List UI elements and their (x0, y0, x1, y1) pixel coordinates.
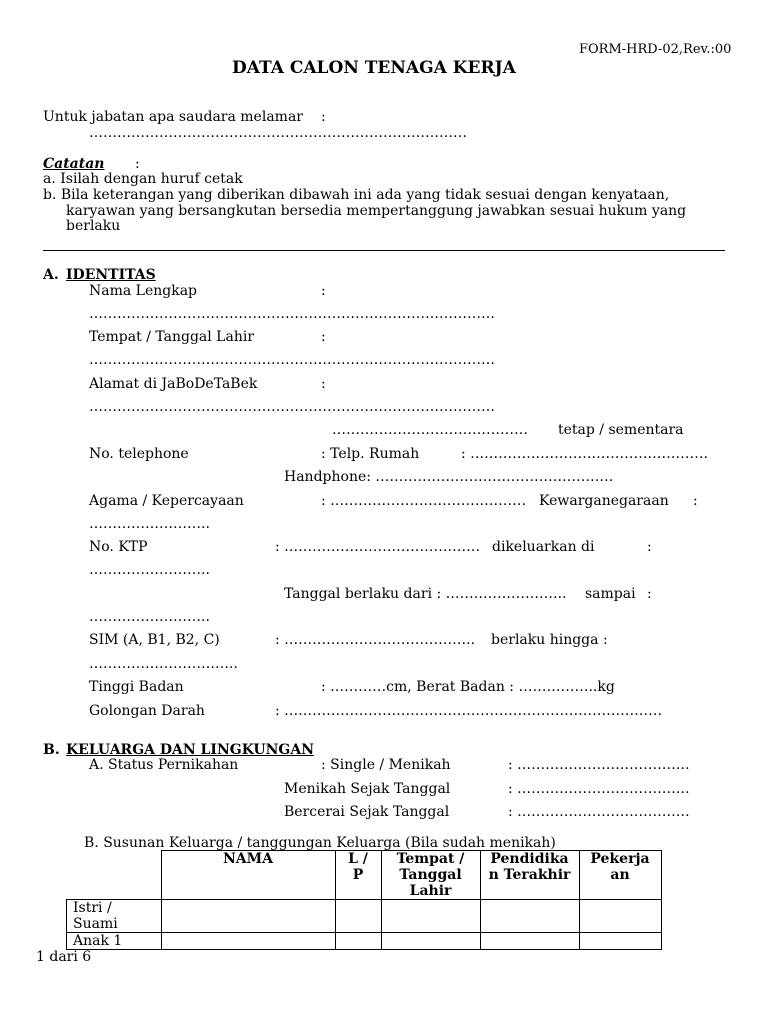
row-label-istri-suami: Istri / Suami (67, 900, 162, 933)
cell-nama[interactable] (161, 933, 335, 950)
divider (43, 250, 725, 251)
sim-label: SIM (A, B1, B2, C) (89, 632, 220, 648)
tempat-colon: : (321, 329, 326, 345)
tinggi-label: Tinggi Badan (89, 679, 184, 695)
telp-label: No. telephone (89, 446, 189, 462)
section-b-title: KELUARGA DAN LINGKUNGAN (66, 742, 314, 758)
ktp-field[interactable]: : …………………………………… (275, 539, 481, 555)
col-nama-header: NAMA (161, 851, 335, 900)
col-lp-header: L / P (335, 851, 381, 900)
berlaku-hingga-field[interactable]: ………………………….. (89, 656, 238, 672)
kewarganegaraan-colon: : (693, 493, 698, 509)
cell-lp[interactable] (335, 933, 381, 950)
section-b-letter: B. (43, 742, 60, 758)
col-pendidikan-header: Pendidika n Terakhir (480, 851, 579, 900)
alamat-field[interactable]: …………………………………………………………………………… (89, 399, 495, 415)
table-corner (67, 851, 162, 900)
cell-tempat[interactable] (381, 900, 480, 933)
golongan-field[interactable]: : ……………………………………………………………………… (275, 703, 663, 719)
catatan-label: Catatan (43, 156, 105, 172)
status-field[interactable]: : ………………………………. (508, 757, 690, 773)
nama-label: Nama Lengkap (89, 283, 198, 299)
kewarganegaraan-field[interactable]: …………………….. (89, 516, 210, 532)
berlaku-hingga-label: berlaku hingga : (491, 632, 608, 648)
jabatan-colon: : (321, 109, 326, 125)
tempat-label: Tempat / Tanggal Lahir (89, 329, 255, 345)
bercerai-sejak-label: Bercerai Sejak Tanggal (284, 804, 450, 820)
dikeluarkan-field[interactable]: …………………….. (89, 562, 210, 578)
sampai-colon: : (647, 586, 652, 602)
col-pekerjaan-header: Pekerja an (579, 851, 661, 900)
sampai-label: sampai (585, 586, 636, 602)
tinggi-berat-field[interactable]: : …………cm, Berat Badan : ……………..kg (321, 679, 615, 695)
col-tempat-header: Tempat / Tanggal Lahir (381, 851, 480, 900)
susunan-keluarga-label: B. Susunan Keluarga / tanggungan Keluarga (Bila sudah menikah) (84, 835, 556, 851)
alamat-field-2[interactable]: …………………………………… (332, 422, 528, 438)
row-label-anak-1: Anak 1 (67, 933, 162, 950)
status-label: A. Status Pernikahan (89, 757, 239, 773)
agama-field[interactable]: : …………………………………… (321, 493, 527, 509)
section-a-title: IDENTITAS (66, 267, 156, 283)
jabatan-label: Untuk jabatan apa saudara melamar (43, 109, 303, 125)
agama-label: Agama / Kepercayaan (89, 493, 244, 509)
tetap-sementara-label: tetap / sementara (558, 422, 684, 438)
tempat-field[interactable]: …………………………………………………………………………… (89, 352, 495, 368)
table-header-row (67, 851, 662, 900)
menikah-sejak-label: Menikah Sejak Tanggal (284, 781, 451, 797)
cell-nama[interactable] (161, 900, 335, 933)
table-row (67, 933, 662, 950)
menikah-sejak-field[interactable]: : ………………………………. (508, 781, 690, 797)
bercerai-sejak-field[interactable]: : ………………………………. (508, 804, 690, 820)
section-a-letter: A. (43, 267, 59, 283)
jabatan-field[interactable]: ……………………………………………………………………… (89, 125, 467, 141)
catatan-item-b: b. Bila keterangan yang diberikan dibawah ini ada yang tidak sesuai dengan kenyataan, (43, 187, 670, 203)
page-number: 1 dari 6 (36, 949, 92, 965)
cell-pendidikan[interactable] (480, 933, 579, 950)
page-title: DATA CALON TENAGA KERJA (232, 58, 516, 78)
catatan-colon: : (135, 156, 140, 172)
status-options[interactable]: : Single / Menikah (321, 757, 451, 773)
cell-lp[interactable] (335, 900, 381, 933)
telp-rumah-field[interactable]: : …………………………………………… (461, 446, 709, 462)
cell-pekerjaan[interactable] (579, 933, 661, 950)
sampai-field[interactable]: …………………….. (89, 609, 210, 625)
catatan-item-a: a. Isilah dengan huruf cetak (43, 171, 243, 187)
catatan-item-b-line3: berlaku (66, 218, 121, 234)
alamat-colon: : (321, 376, 326, 392)
catatan-item-b-line2: karyawan yang bersangkutan bersedia mempertanggung jawabkan sesuai hukum yang (66, 203, 687, 219)
cell-pekerjaan[interactable] (579, 900, 661, 933)
telp-rumah-label: : Telp. Rumah (321, 446, 420, 462)
kewarganegaraan-label: Kewarganegaraan (539, 493, 669, 509)
golongan-label: Golongan Darah (89, 703, 205, 719)
dikeluarkan-label: dikeluarkan di (492, 539, 595, 555)
nama-colon: : (321, 283, 326, 299)
sim-field[interactable]: : ………………………………….. (275, 632, 476, 648)
form-code: FORM-HRD-02,Rev.:00 (579, 42, 732, 57)
family-table (66, 850, 662, 950)
cell-pendidikan[interactable] (480, 900, 579, 933)
handphone-field[interactable]: Handphone: …………………………………………… (284, 469, 614, 485)
nama-field[interactable]: …………………………………………………………………………… (89, 306, 495, 322)
alamat-label: Alamat di JaBoDeTaBek (89, 376, 258, 392)
ktp-label: No. KTP (89, 539, 148, 555)
tanggal-berlaku-field[interactable]: Tanggal berlaku dari : …………………….. (284, 586, 567, 602)
table-row (67, 900, 662, 933)
dikeluarkan-colon: : (647, 539, 652, 555)
cell-tempat[interactable] (381, 933, 480, 950)
